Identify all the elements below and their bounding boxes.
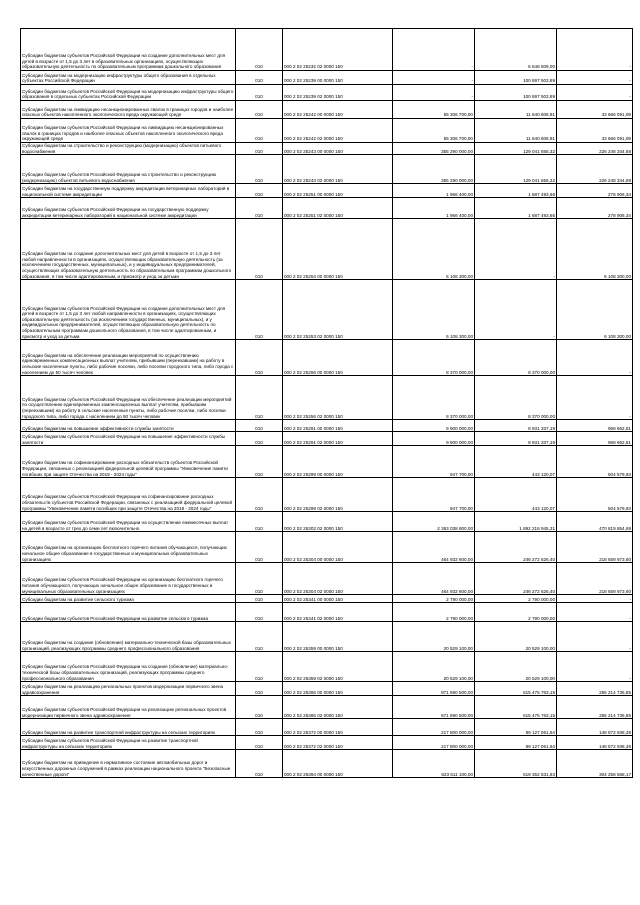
row-description: Субсидии бюджетам субъектов Российской Федерации на осуществление ежемесячных выплат на детей в возрасте от трех до семи лет включительно (21, 512, 236, 532)
row-unexecuted-amount: 148 672 938,36 (557, 736, 633, 750)
budget-revenue-table (20, 28, 633, 778)
table-row (21, 622, 633, 652)
row-approved-amount: 55 306 700,00 (393, 101, 475, 119)
row-unexecuted-amount: 226 248 344,68 (557, 155, 633, 184)
row-executed-amount: 615 475 763,15 (475, 682, 557, 696)
row-description: Субсидии бюджетам на строительство и реконструкцию (модернизацию) объектов питьевого водоснабжения (21, 143, 236, 155)
row-approved-amount: 9 900 000,00 (393, 432, 475, 446)
table-row (21, 512, 633, 532)
row-approved-amount: 6 108 300,00 (393, 280, 475, 340)
row-unexecuted-amount: 304 258 568,17 (557, 750, 633, 778)
row-unexecuted-amount: - (557, 376, 633, 420)
row-description: Субсидии бюджетам на государственную поддержку аккредитации ветеринарных лабораторий в национальной системе аккредитации (21, 184, 236, 198)
row-code: 010 (236, 376, 283, 420)
row-description: Субсидии бюджетам субъектов Российской Федерации на ликвидацию несанкционированных свалок в границах городов и наиболее опасных объектов накопленного экологического вреда окружающей среде (21, 119, 236, 143)
row-approved-amount: 2 363 038 800,00 (393, 512, 475, 532)
row-budget-classification-code: 000 2 02 25239 02 0000 150 (283, 85, 393, 101)
row-executed-amount: 100 697 503,89 (475, 85, 557, 101)
row-executed-amount: 246 272 626,40 (475, 563, 557, 595)
row-description: Субсидии бюджетам субъектов Российской Федерации на софинансирование расходных обязательств субъектов Российской Федерации, связанных с реализацией федеральной целевой программы "Увековечение памяти погибших при защите Отечества на 2019 - 2024 годы" (21, 478, 236, 512)
table-row (21, 85, 633, 101)
row-description: Субсидии бюджетам субъектов Российской Федерации на строительство и реконструкцию (модернизацию) объектов питьевого водоснабжения (21, 155, 236, 184)
row-code: 010 (236, 652, 283, 682)
row-approved-amount: 355 290 000,00 (393, 155, 475, 184)
row-approved-amount: 871 690 500,00 (393, 682, 475, 696)
row-executed-amount: 615 475 763,15 (475, 696, 557, 719)
row-budget-classification-code: 000 2 02 25304 00 0000 150 (283, 532, 393, 563)
row-code: 010 (236, 750, 283, 778)
table-body (21, 29, 633, 778)
row-budget-classification-code: 000 2 02 25359 02 0000 150 (283, 652, 393, 682)
row-budget-classification-code: 000 2 02 25394 00 0000 150 (283, 750, 393, 778)
row-budget-classification-code: 000 2 02 25341 02 0000 150 (283, 603, 393, 622)
table-row (21, 563, 633, 595)
row-budget-classification-code: 000 2 02 25359 00 0000 150 (283, 622, 393, 652)
row-description: Субсидии бюджетам субъектов Российской Федерации на повышение эффективности службы занятости (21, 432, 236, 446)
row-executed-amount: 2 790 000,00 (475, 595, 557, 603)
row-approved-amount: 947 700,00 (393, 478, 475, 512)
row-approved-amount: 1 966 400,00 (393, 184, 475, 198)
row-code: 010 (236, 696, 283, 719)
row-code: 010 (236, 219, 283, 280)
row-unexecuted-amount: 43 666 091,09 (557, 119, 633, 143)
row-executed-amount: 11 640 608,91 (475, 101, 557, 119)
row-executed-amount: 8 931 337,19 (475, 420, 557, 432)
row-description: Субсидии бюджетам на софинансирование расходных обязательств субъектов Российской Федерации, связанных с реализацией федеральной целевой программы "Увековечение памяти погибших при защите Отечества на 2019 - 2024 годы" (21, 446, 236, 478)
row-budget-classification-code: 000 2 02 25372 00 0000 150 (283, 719, 393, 736)
row-description: Субсидии бюджетам субъектов Российской Федерации на государственную поддержку аккредитации ветеринарных лабораторий в национальной системе аккредитации (21, 198, 236, 219)
row-approved-amount: 2 790 000,00 (393, 603, 475, 622)
row-approved-amount: 871 690 500,00 (393, 696, 475, 719)
row-unexecuted-amount: 218 659 973,60 (557, 532, 633, 563)
row-code: 010 (236, 446, 283, 478)
row-executed-amount: 443 120,07 (475, 446, 557, 478)
row-budget-classification-code: 000 2 02 25243 00 0000 150 (283, 143, 393, 155)
row-approved-amount: - (393, 71, 475, 85)
row-unexecuted-amount: 256 214 736,85 (557, 682, 633, 696)
table-row (21, 119, 633, 143)
row-code: 010 (236, 532, 283, 563)
row-unexecuted-amount: 968 662,81 (557, 432, 633, 446)
row-unexecuted-amount: - (557, 622, 633, 652)
row-code: 010 (236, 119, 283, 143)
row-budget-classification-code: 000 2 02 25256 00 0000 150 (283, 340, 393, 376)
row-code: 010 (236, 420, 283, 432)
row-executed-amount: 20 529 100,00 (475, 622, 557, 652)
row-budget-classification-code: 000 2 02 25372 02 0000 150 (283, 736, 393, 750)
row-code: 010 (236, 184, 283, 198)
row-description: Субсидии бюджетам на создание (обновление) материально-технической базы образовательных организаций, реализующих программы среднего профессионального образования (21, 622, 236, 652)
row-budget-classification-code: 000 2 02 25299 00 0000 150 (283, 446, 393, 478)
row-code: 010 (236, 622, 283, 652)
row-approved-amount: - (393, 29, 475, 71)
row-description: Субсидии бюджетам на обеспечение реализации мероприятий по осуществлению единовременных компенсационных выплат учителям, прибывшим (переехавшим) на работу в сельские населенные пункты, либо рабочие поселки, либо поселки городского типа, либо города с населением до 50 тысяч человек (21, 340, 236, 376)
row-unexecuted-amount: 278 906,34 (557, 198, 633, 219)
row-approved-amount: 464 932 600,00 (393, 532, 475, 563)
row-approved-amount: 9 900 000,00 (393, 420, 475, 432)
row-description: Субсидии бюджетам субъектов Российской Федерации на создание дополнительных мест для детей в возрасте от 1,5 до 3 лет любой направленности в организациях, осуществляющих образовательную деятельность (за исключением государственных, муниципальных), и у индивидуальных предпринимателей, осуществляющих образовательную деятельность по образовательным программам дошкольного образования, в том числе адаптированным, и присмотр и уход за детьми (21, 280, 236, 340)
row-approved-amount: 1 966 400,00 (393, 198, 475, 219)
row-executed-amount: 8 370 000,00 (475, 376, 557, 420)
row-code: 010 (236, 280, 283, 340)
row-budget-classification-code: 000 2 02 25304 02 0000 150 (283, 563, 393, 595)
row-executed-amount: 129 041 655,32 (475, 143, 557, 155)
row-executed-amount: 129 041 655,32 (475, 155, 557, 184)
row-unexecuted-amount: 256 214 736,85 (557, 696, 633, 719)
row-budget-classification-code: 000 2 02 25299 02 0000 150 (283, 478, 393, 512)
row-approved-amount: 6 108 300,00 (393, 219, 475, 280)
row-description: Субсидии бюджетам субъектов Российской Федерации на развитие транспортной инфраструктуры на сельских территориях (21, 736, 236, 750)
row-budget-classification-code: 000 2 02 25341 00 0000 150 (283, 595, 393, 603)
row-code: 010 (236, 512, 283, 532)
table-row (21, 198, 633, 219)
row-budget-classification-code: 000 2 02 25232 02 0000 150 (283, 29, 393, 71)
row-description: Субсидии бюджетам субъектов Российской Федерации на реализацию региональных проектов модернизации первичного звена здравоохранения (21, 696, 236, 719)
row-code: 010 (236, 101, 283, 119)
row-approved-amount: - (393, 85, 475, 101)
table-row (21, 340, 633, 376)
row-code: 010 (236, 155, 283, 184)
row-unexecuted-amount: - (557, 652, 633, 682)
table-row (21, 432, 633, 446)
row-executed-amount: - (475, 219, 557, 280)
row-executed-amount: 1 687 493,66 (475, 184, 557, 198)
table-row (21, 446, 633, 478)
table-row (21, 652, 633, 682)
row-budget-classification-code: 000 2 02 25253 00 0000 150 (283, 219, 393, 280)
row-executed-amount: 1 687 493,66 (475, 198, 557, 219)
table-row (21, 29, 633, 71)
row-unexecuted-amount: - (557, 595, 633, 603)
row-executed-amount: 100 697 503,89 (475, 71, 557, 85)
row-executed-amount: 11 640 608,91 (475, 119, 557, 143)
row-unexecuted-amount: 6 108 300,00 (557, 280, 633, 340)
row-code: 010 (236, 719, 283, 736)
row-unexecuted-amount: 470 819 854,69 (557, 512, 633, 532)
table-row (21, 719, 633, 736)
row-code: 010 (236, 198, 283, 219)
row-budget-classification-code: 000 2 02 25239 00 0000 150 (283, 71, 393, 85)
row-description: Субсидии бюджетам на приведение в нормативное состояние автомобильных дорог и искусственных дорожных сооружений в рамках реализации национального проекта "Безопасные качественные дороги" (21, 750, 236, 778)
row-approved-amount: 355 290 000,00 (393, 143, 475, 155)
table-row (21, 219, 633, 280)
row-approved-amount: 217 800 000,00 (393, 719, 475, 736)
row-budget-classification-code: 000 2 02 25251 00 0000 150 (283, 184, 393, 198)
row-approved-amount: 464 932 600,00 (393, 563, 475, 595)
table-row (21, 184, 633, 198)
row-code: 010 (236, 85, 283, 101)
row-executed-amount: 89 127 061,64 (475, 736, 557, 750)
table-row (21, 682, 633, 696)
row-code: 010 (236, 478, 283, 512)
row-budget-classification-code: 000 2 02 25253 02 0000 150 (283, 280, 393, 340)
table-row (21, 155, 633, 184)
row-executed-amount: 443 120,07 (475, 478, 557, 512)
table-row (21, 595, 633, 603)
row-description: Субсидии бюджетам на реализацию региональных проектов модернизации первичного звена здравоохранения (21, 682, 236, 696)
row-unexecuted-amount: - (557, 71, 633, 85)
table-row (21, 750, 633, 778)
row-description: Субсидии бюджетам на повышение эффективности службы занятости (21, 420, 236, 432)
row-description: Субсидии бюджетам субъектов Российской Федерации на создание дополнительных мест для детей в возрасте от 1,5 до 3 лет в образовательных организациях, осуществляющих образовательную деятельность по образовательным программам дошкольного образования (21, 29, 236, 71)
row-budget-classification-code: 000 2 02 25365 02 0000 150 (283, 696, 393, 719)
table-row (21, 71, 633, 85)
row-budget-classification-code: 000 2 02 25302 02 0000 150 (283, 512, 393, 532)
row-code: 010 (236, 682, 283, 696)
table-row (21, 280, 633, 340)
row-executed-amount: 519 352 531,83 (475, 750, 557, 778)
table-row (21, 420, 633, 432)
table-row (21, 143, 633, 155)
row-description: Субсидии бюджетам на развитие транспортной инфраструктуры на сельских территориях (21, 719, 236, 736)
row-code: 010 (236, 603, 283, 622)
row-code: 010 (236, 563, 283, 595)
row-code: 010 (236, 340, 283, 376)
table-row (21, 736, 633, 750)
row-unexecuted-amount: 226 248 344,68 (557, 143, 633, 155)
row-description: Субсидии бюджетам на ликвидацию несанкционированных свалок в границах городов и наиболее опасных объектов накопленного экологического вреда окружающей среде (21, 101, 236, 119)
row-code: 010 (236, 736, 283, 750)
row-code: 010 (236, 143, 283, 155)
row-unexecuted-amount: - (557, 603, 633, 622)
row-description: Субсидии бюджетам на развитие сельского туризма (21, 595, 236, 603)
table-row (21, 376, 633, 420)
row-budget-classification-code: 000 2 02 25242 02 0000 150 (283, 119, 393, 143)
row-description: Субсидии бюджетам субъектов Российской Федерации на модернизацию инфраструктуры общего образования в отдельных субъектах Российской Федерации (21, 85, 236, 101)
row-executed-amount: - (475, 280, 557, 340)
row-approved-amount: 2 790 000,00 (393, 595, 475, 603)
row-unexecuted-amount: 278 906,34 (557, 184, 633, 198)
table-row (21, 101, 633, 119)
row-approved-amount: 217 800 000,00 (393, 736, 475, 750)
row-unexecuted-amount: - (557, 85, 633, 101)
row-approved-amount: 20 529 100,00 (393, 652, 475, 682)
table-row (21, 478, 633, 512)
row-unexecuted-amount: 504 579,93 (557, 446, 633, 478)
row-unexecuted-amount: 43 666 091,09 (557, 101, 633, 119)
row-code: 010 (236, 71, 283, 85)
row-budget-classification-code: 000 2 02 25291 02 0000 150 (283, 432, 393, 446)
row-budget-classification-code: 000 2 02 25256 02 0000 150 (283, 376, 393, 420)
row-description: Субсидии бюджетам субъектов Российской Федерации на организацию бесплатного горячего питания обучающихся, получающих начальное общее образование в государственных и муниципальных образовательных организациях (21, 563, 236, 595)
row-executed-amount: 20 529 100,00 (475, 652, 557, 682)
row-approved-amount: 8 370 000,00 (393, 340, 475, 376)
row-description: Субсидии бюджетам субъектов Российской Федерации на обеспечение реализации мероприятий по осуществлению единовременных компенсационных выплат учителям, прибывшим (переехавшим) на работу в сельские населенные пункты, либо рабочие поселки, либо поселки городского типа, либо города с населением до 50 тысяч человек (21, 376, 236, 420)
row-code: 010 (236, 29, 283, 71)
row-unexecuted-amount: - (557, 340, 633, 376)
row-executed-amount: 246 272 626,40 (475, 532, 557, 563)
row-description: Субсидии бюджетам на создание дополнительных мест для детей в возрасте от 1,5 до 3 лет любой направленности в организациях, осуществляющих образовательную деятельность (за исключением государственных, муниципальных), и у индивидуальных предпринимателей, осуществляющих образовательную деятельность по образовательным программам дошкольного образования, в том числе адаптированным, и присмотр и уход за детьми (21, 219, 236, 280)
row-unexecuted-amount: 218 659 973,60 (557, 563, 633, 595)
row-description: Субсидии бюджетам на модернизацию инфраструктуры общего образования в отдельных субъектах Российской Федерации (21, 71, 236, 85)
table-row (21, 603, 633, 622)
row-approved-amount: 823 611 100,00 (393, 750, 475, 778)
row-budget-classification-code: 000 2 02 25365 00 0000 150 (283, 682, 393, 696)
row-code: 010 (236, 595, 283, 603)
row-executed-amount: 8 931 337,19 (475, 432, 557, 446)
row-unexecuted-amount: 148 672 938,36 (557, 719, 633, 736)
row-approved-amount: 20 529 100,00 (393, 622, 475, 652)
row-executed-amount: 8 370 000,00 (475, 340, 557, 376)
row-code: 010 (236, 432, 283, 446)
row-unexecuted-amount: 968 662,81 (557, 420, 633, 432)
row-unexecuted-amount: 504 579,93 (557, 478, 633, 512)
row-description: Субсидии бюджетам субъектов Российской Федерации на развитие сельского туризма (21, 603, 236, 622)
row-executed-amount: 89 127 061,64 (475, 719, 557, 736)
table-row (21, 696, 633, 719)
row-description: Субсидии бюджетам на организацию бесплатного горячего питания обучающихся, получающих начальное общее образование в государственных и муниципальных образовательных организациях (21, 532, 236, 563)
row-approved-amount: 8 370 000,00 (393, 376, 475, 420)
row-unexecuted-amount: - (557, 29, 633, 71)
row-description: Субсидии бюджетам субъектов Российской Федерации на создание (обновление) материально-технической базы образовательных организаций, реализующих программы среднего профессионального образования (21, 652, 236, 682)
row-budget-classification-code: 000 2 02 25243 02 0000 150 (283, 155, 393, 184)
row-unexecuted-amount: 6 108 300,00 (557, 219, 633, 280)
row-budget-classification-code: 000 2 02 25291 00 0000 150 (283, 420, 393, 432)
row-executed-amount: 2 790 000,00 (475, 603, 557, 622)
row-budget-classification-code: 000 2 02 25242 00 0000 150 (283, 101, 393, 119)
row-executed-amount: 1 892 218 945,31 (475, 512, 557, 532)
row-budget-classification-code: 000 2 02 25251 02 0000 150 (283, 198, 393, 219)
table-row (21, 532, 633, 563)
row-approved-amount: 55 306 700,00 (393, 119, 475, 143)
row-approved-amount: 947 700,00 (393, 446, 475, 478)
row-executed-amount: 6 548 509,00 (475, 29, 557, 71)
